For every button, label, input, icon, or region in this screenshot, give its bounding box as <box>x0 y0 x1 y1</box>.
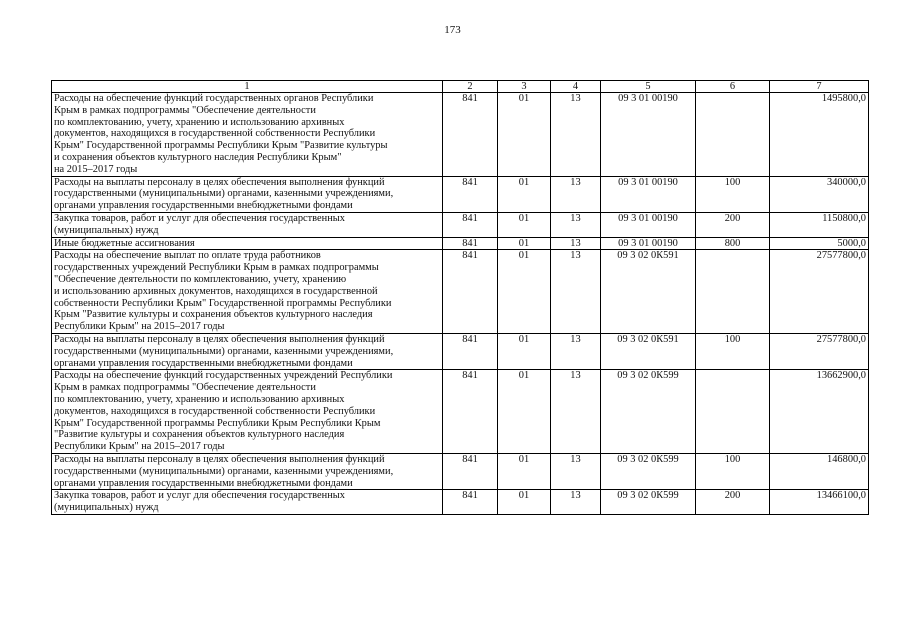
expense-type-code: 200 <box>696 212 770 237</box>
ministry-code: 841 <box>443 333 498 369</box>
row-description: Расходы на выплаты персоналу в целях обеспечения выполнения функций государственными (муниципальными) органами, казенными учреждениями, органами управления государственными внебюджетными фондами <box>52 176 443 212</box>
page-number: 173 <box>444 24 461 36</box>
section-code: 01 <box>498 176 551 212</box>
subsection-code: 13 <box>551 237 601 250</box>
amount: 5000,0 <box>770 237 869 250</box>
section-code: 01 <box>498 212 551 237</box>
row-description: Расходы на выплаты персоналу в целях обеспечения выполнения функций государственными (муниципальными) органами, казенными учреждениями, органами управления государственными внебюджетными фондами <box>52 333 443 369</box>
expense-type-code: 200 <box>696 490 770 515</box>
section-code: 01 <box>498 453 551 489</box>
amount: 1495800,0 <box>770 93 869 177</box>
row-description: Расходы на выплаты персоналу в целях обеспечения выполнения функций государственными (муниципальными) органами, казенными учреждениями, органами управления государственными внебюджетными фондами <box>52 453 443 489</box>
expense-type-code: 800 <box>696 237 770 250</box>
ministry-code: 841 <box>443 453 498 489</box>
target-article-code: 09 3 02 0К591 <box>601 333 696 369</box>
table-row <box>52 176 869 212</box>
ministry-code: 841 <box>443 212 498 237</box>
subsection-code: 13 <box>551 333 601 369</box>
table-row <box>52 370 869 454</box>
section-code: 01 <box>498 333 551 369</box>
target-article-code: 09 3 01 00190 <box>601 237 696 250</box>
section-code: 01 <box>498 490 551 515</box>
expense-type-code: 100 <box>696 176 770 212</box>
subsection-code: 13 <box>551 250 601 334</box>
table-row <box>52 212 869 237</box>
subsection-code: 13 <box>551 93 601 177</box>
column-header-7: 7 <box>770 81 869 93</box>
target-article-code: 09 3 02 0К599 <box>601 490 696 515</box>
budget-table <box>51 80 869 515</box>
subsection-code: 13 <box>551 490 601 515</box>
amount: 1150800,0 <box>770 212 869 237</box>
column-header-2: 2 <box>443 81 498 93</box>
ministry-code: 841 <box>443 370 498 454</box>
target-article-code: 09 3 01 00190 <box>601 212 696 237</box>
table-row <box>52 250 869 334</box>
column-header-4: 4 <box>551 81 601 93</box>
ministry-code: 841 <box>443 250 498 334</box>
table-row <box>52 453 869 489</box>
expense-type-code: 100 <box>696 333 770 369</box>
amount: 13466100,0 <box>770 490 869 515</box>
row-description: Иные бюджетные ассигнования <box>52 237 443 250</box>
subsection-code: 13 <box>551 370 601 454</box>
section-code: 01 <box>498 237 551 250</box>
subsection-code: 13 <box>551 176 601 212</box>
table-row <box>52 93 869 177</box>
target-article-code: 09 3 01 00190 <box>601 176 696 212</box>
column-header-row <box>52 81 869 93</box>
expense-type-code <box>696 250 770 334</box>
ministry-code: 841 <box>443 237 498 250</box>
row-description: Закупка товаров, работ и услуг для обеспечения государственных (муниципальных) нужд <box>52 212 443 237</box>
target-article-code: 09 3 02 0К599 <box>601 370 696 454</box>
amount: 340000,0 <box>770 176 869 212</box>
amount: 13662900,0 <box>770 370 869 454</box>
subsection-code: 13 <box>551 212 601 237</box>
amount: 146800,0 <box>770 453 869 489</box>
subsection-code: 13 <box>551 453 601 489</box>
column-header-3: 3 <box>498 81 551 93</box>
target-article-code: 09 3 01 00190 <box>601 93 696 177</box>
expense-type-code <box>696 93 770 177</box>
expense-type-code <box>696 370 770 454</box>
amount: 27577800,0 <box>770 333 869 369</box>
ministry-code: 841 <box>443 93 498 177</box>
column-header-5: 5 <box>601 81 696 93</box>
table-row <box>52 237 869 250</box>
expense-type-code: 100 <box>696 453 770 489</box>
section-code: 01 <box>498 250 551 334</box>
table-row <box>52 333 869 369</box>
section-code: 01 <box>498 93 551 177</box>
amount: 27577800,0 <box>770 250 869 334</box>
column-header-6: 6 <box>696 81 770 93</box>
target-article-code: 09 3 02 0К599 <box>601 453 696 489</box>
section-code: 01 <box>498 370 551 454</box>
column-header-1: 1 <box>52 81 443 93</box>
row-description: Расходы на обеспечение выплат по оплате труда работников государственных учреждений Республики Крым в рамках подпрограммы "Обеспечение деятельности по комплектованию, учету, хранению и использованию архивных документов, находящихся в государственной собственности Республики Крым" Государственной программы Республики Крым "Развитие культуры и сохранения объектов культурного наследия Республики Крым" на 2015–2017 годы <box>52 250 443 334</box>
table-row <box>52 490 869 515</box>
ministry-code: 841 <box>443 176 498 212</box>
row-description: Закупка товаров, работ и услуг для обеспечения государственных (муниципальных) нужд <box>52 490 443 515</box>
row-description: Расходы на обеспечение функций государственных учреждений Республики Крым в рамках подпрограммы "Обеспечение деятельности по комплектованию, учету, хранению и использованию архивных документов, находящихся в государственной собственности Республики Крым" Государственной программы Республики Крым Республики Крым "Развитие культуры и сохранения объектов культурного наследия Республики Крым" на 2015–2017 годы <box>52 370 443 454</box>
row-description: Расходы на обеспечение функций государственных органов Республики Крым в рамках подпрограммы "Обеспечение деятельности по комплектованию, учету, хранению и использованию архивных документов, находящихся в государственной собственности Республики Крым" Государственной программы Республики Крым "Развитие культуры и сохранения объектов культурного наследия Республики Крым" на 2015–2017 годы <box>52 93 443 177</box>
target-article-code: 09 3 02 0К591 <box>601 250 696 334</box>
ministry-code: 841 <box>443 490 498 515</box>
